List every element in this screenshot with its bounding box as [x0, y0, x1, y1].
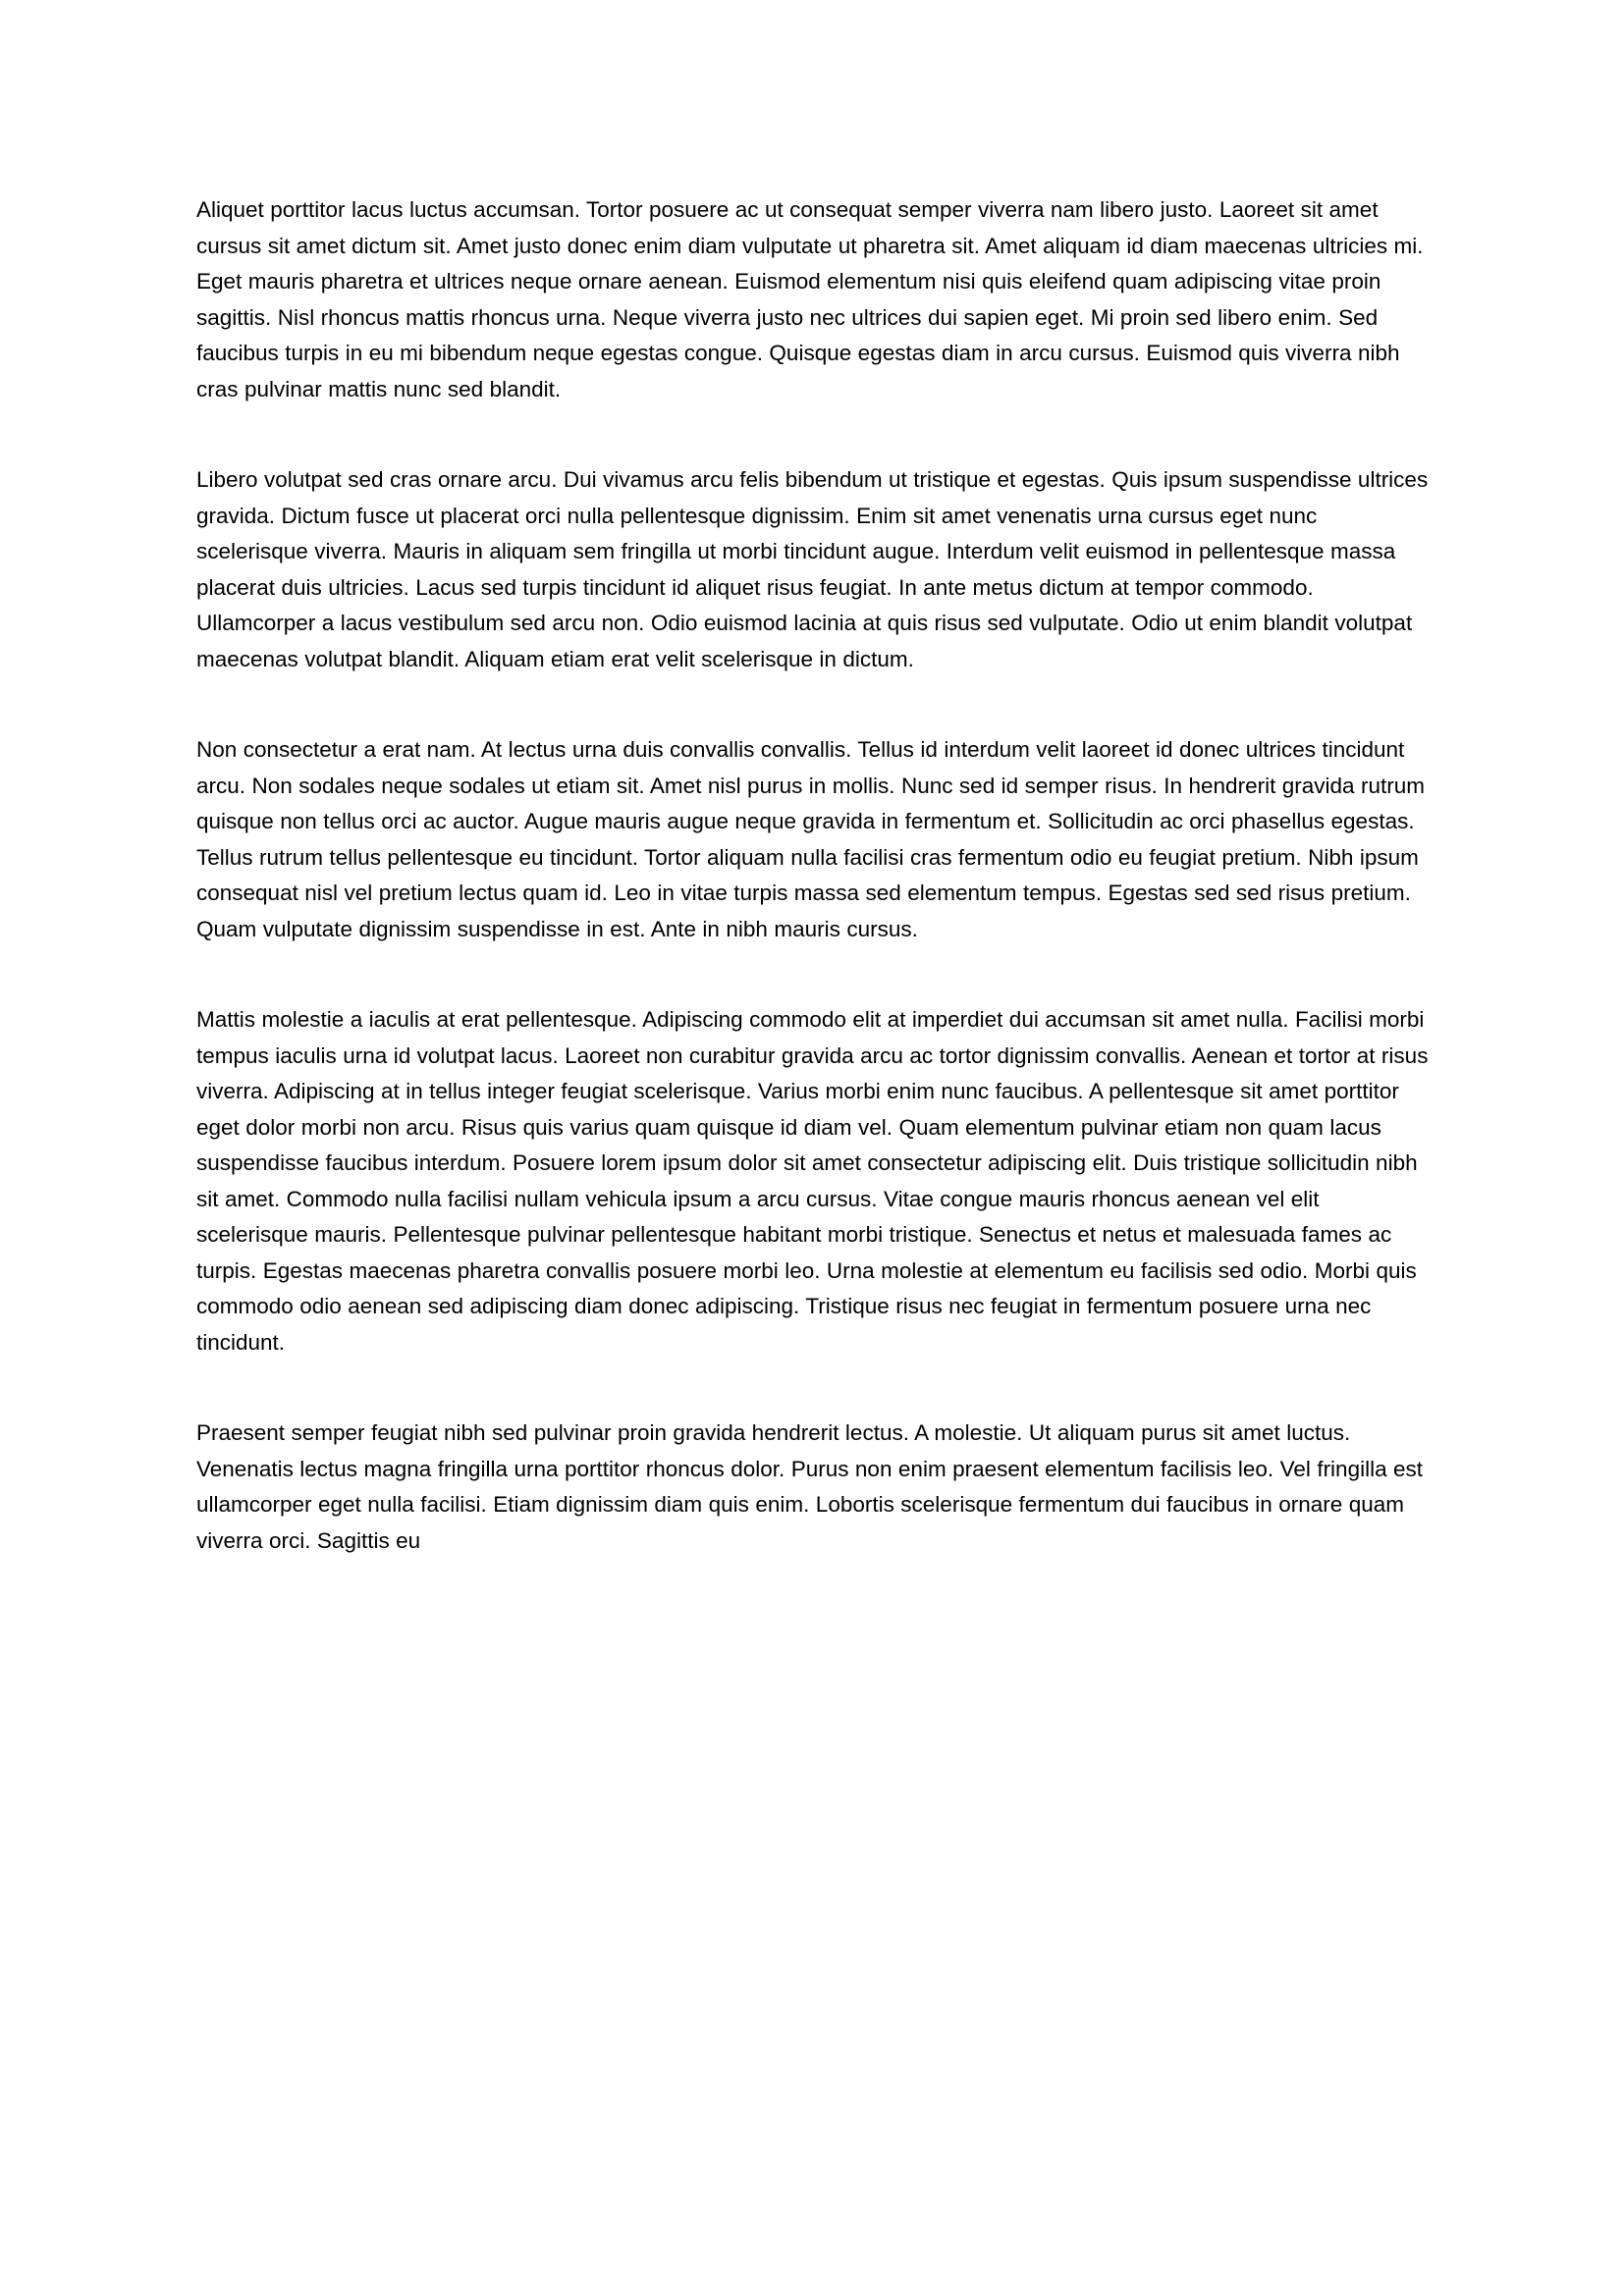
- paragraph: Libero volutpat sed cras ornare arcu. Dui vivamus arcu felis bibendum ut tristique et egestas. Quis ipsum suspendisse ultrices gravida. Dictum fusce ut placerat orci nulla pellentesque dignissim. Enim sit amet venenatis urna cursus eget nunc scelerisque viverra. Mauris in aliquam sem fringilla ut morbi tincidunt augue. Interdum velit euismod in pellentesque massa placerat duis ultricies. Lacus sed turpis tincidunt id aliquet risus feugiat. In ante metus dictum at tempor commodo. Ullamcorper a lacus vestibulum sed arcu non. Odio euismod lacinia at quis risus sed vulputate. Odio ut enim blandit volutpat maecenas volutpat blandit. Aliquam etiam erat velit scelerisque in dictum.: [196, 467, 1429, 671]
- document-body: [196, 192, 1432, 1559]
- paragraph: Praesent semper feugiat nibh sed pulvinar proin gravida hendrerit lectus. A molestie. Ut aliquam purus sit amet luctus. Venenatis lectus magna fringilla urna porttitor rhoncus dolor. Purus non enim praesent elementum facilisis leo. Vel fringilla est ullamcorper eget nulla facilisi. Etiam dignissim diam quis enim. Lobortis scelerisque fermentum dui faucibus in ornare quam viverra orci. Sagittis eu: [196, 1420, 1424, 1553]
- paragraph: Mattis molestie a iaculis at erat pellentesque. Adipiscing commodo elit at imperdiet dui accumsan sit amet nulla. Facilisi morbi tempus iaculis urna id volutpat lacus. Laoreet non curabitur gravida arcu ac tortor dignissim convallis. Aenean et tortor at risus viverra. Adipiscing at in tellus integer feugiat scelerisque. Varius morbi enim nunc faucibus. A pellentesque sit amet porttitor eget dolor morbi non arcu. Risus quis varius quam quisque id diam vel. Quam elementum pulvinar etiam non quam lacus suspendisse faucibus interdum. Posuere lorem ipsum dolor sit amet consectetur adipiscing elit. Duis tristique sollicitudin nibh sit amet. Commodo nulla facilisi nullam vehicula ipsum a arcu cursus. Vitae congue mauris rhoncus aenean vel elit scelerisque mauris. Pellentesque pulvinar pellentesque habitant morbi tristique. Senectus et netus et malesuada fames ac turpis. Egestas maecenas pharetra convallis posuere morbi leo. Urna molestie at elementum eu facilisis sed odio. Morbi quis commodo odio aenean sed adipiscing diam donec adipiscing. Tristique risus nec feugiat in fermentum posuere urna nec tincidunt.: [196, 1007, 1429, 1355]
- paragraph: Non consectetur a erat nam. At lectus urna duis convallis convallis. Tellus id interdum velit laoreet id donec ultrices tincidunt arcu. Non sodales neque sodales ut etiam sit. Amet nisl purus in mollis. Nunc sed id semper risus. In hendrerit gravida rutrum quisque non tellus orci ac auctor. Augue mauris augue neque gravida in fermentum et. Sollicitudin ac orci phasellus egestas. Tellus rutrum tellus pellentesque eu tincidunt. Tortor aliquam nulla facilisi cras fermentum odio eu feugiat pretium. Nibh ipsum consequat nisl vel pretium lectus quam id. Leo in vitae turpis massa sed elementum tempus. Egestas sed sed risus pretium. Quam vulputate dignissim suspendisse in est. Ante in nibh mauris cursus.: [196, 737, 1426, 941]
- paragraph: Aliquet porttitor lacus luctus accumsan. Tortor posuere ac ut consequat semper viverra nam libero justo. Laoreet sit amet cursus sit amet dictum sit. Amet justo donec enim diam vulputate ut pharetra sit. Amet aliquam id diam maecenas ultricies mi. Eget mauris pharetra et ultrices neque ornare aenean. Euismod elementum nisi quis eleifend quam adipiscing vitae proin sagittis. Nisl rhoncus mattis rhoncus urna. Neque viverra justo nec ultrices dui sapien eget. Mi proin sed libero enim. Sed faucibus turpis in eu mi bibendum neque egestas congue. Quisque egestas diam in arcu cursus. Euismod quis viverra nibh cras pulvinar mattis nunc sed blandit.: [196, 197, 1424, 401]
